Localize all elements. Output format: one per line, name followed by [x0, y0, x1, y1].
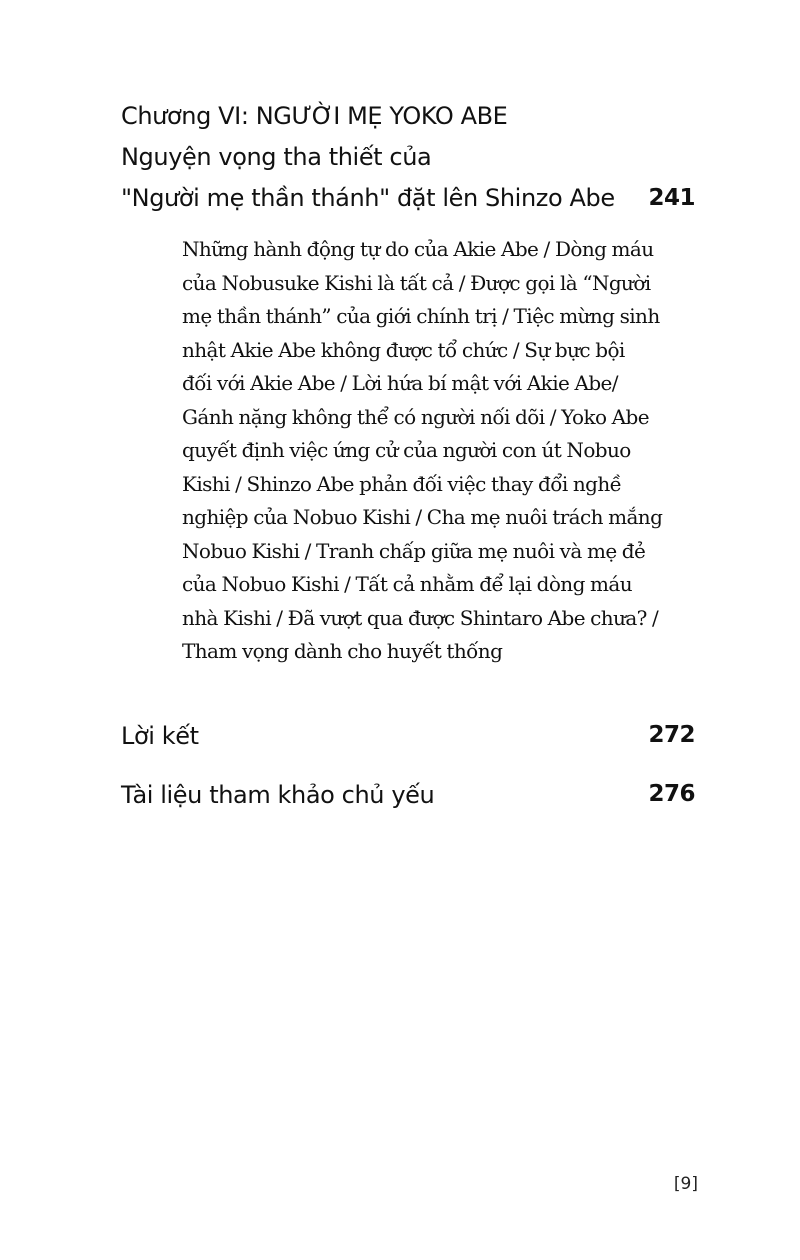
summary-line: nghiệp của Nobuo Kishi / Cha mẹ nuôi trách mắng [182, 505, 663, 529]
toc-entry-title: Tài liệu tham khảo chủ yếu [121, 781, 435, 809]
chapter-page-number: 241 [648, 185, 695, 211]
summary-line: Những hành động tự do của Akie Abe / Dòng máu [182, 237, 654, 261]
summary-line: đối với Akie Abe / Lời hứa bí mật với Akie Abe/ [182, 371, 618, 395]
toc-entry-references [121, 781, 695, 809]
summary-line: Kishi / Shinzo Abe phản đối việc thay đổi nghề [182, 471, 622, 496]
toc-entry-title: Lời kết [121, 722, 199, 750]
chapter-subtitle-line-2: "Người mẹ thần thánh" đặt lên Shinzo Abe [121, 184, 615, 212]
toc-entry-page-number: 272 [648, 722, 695, 748]
summary-line: nhật Akie Abe không được tổ chức / Sự bực bội [182, 337, 625, 362]
page-folio: [9] [673, 1174, 698, 1194]
chapter-subtitle-line-1: Nguyện vọng tha thiết của [121, 143, 432, 171]
summary-line: Gánh nặng không thể có người nối dõi / Yoko Abe [182, 404, 649, 429]
summary-line: Nobuo Kishi / Tranh chấp giữa mẹ nuôi và mẹ đẻ [182, 538, 646, 563]
toc-entry-page-number: 276 [648, 781, 695, 807]
summary-line: mẹ thần thánh” của giới chính trị / Tiệc mừng sinh [182, 304, 660, 328]
summary-line: của Nobuo Kishi / Tất cả nhằm để lại dòng máu [182, 572, 632, 596]
summary-line: quyết định việc ứng cử của người con út Nobuo [182, 438, 631, 462]
summary-line: nhà Kishi / Đã vượt qua được Shintaro Abe chưa? / [182, 605, 659, 630]
summary-line: Tham vọng dành cho huyết thống [182, 639, 503, 663]
summary-line: của Nobusuke Kishi là tất cả / Được gọi là “Người [182, 270, 651, 295]
chapter-subtitle-line-2-row [121, 178, 701, 219]
toc-entry-afterword [121, 722, 695, 750]
chapter-summary [182, 233, 696, 669]
chapter-title: Chương VI: NGƯỜI MẸ YOKO ABE [121, 102, 508, 130]
chapter-heading [121, 96, 701, 219]
